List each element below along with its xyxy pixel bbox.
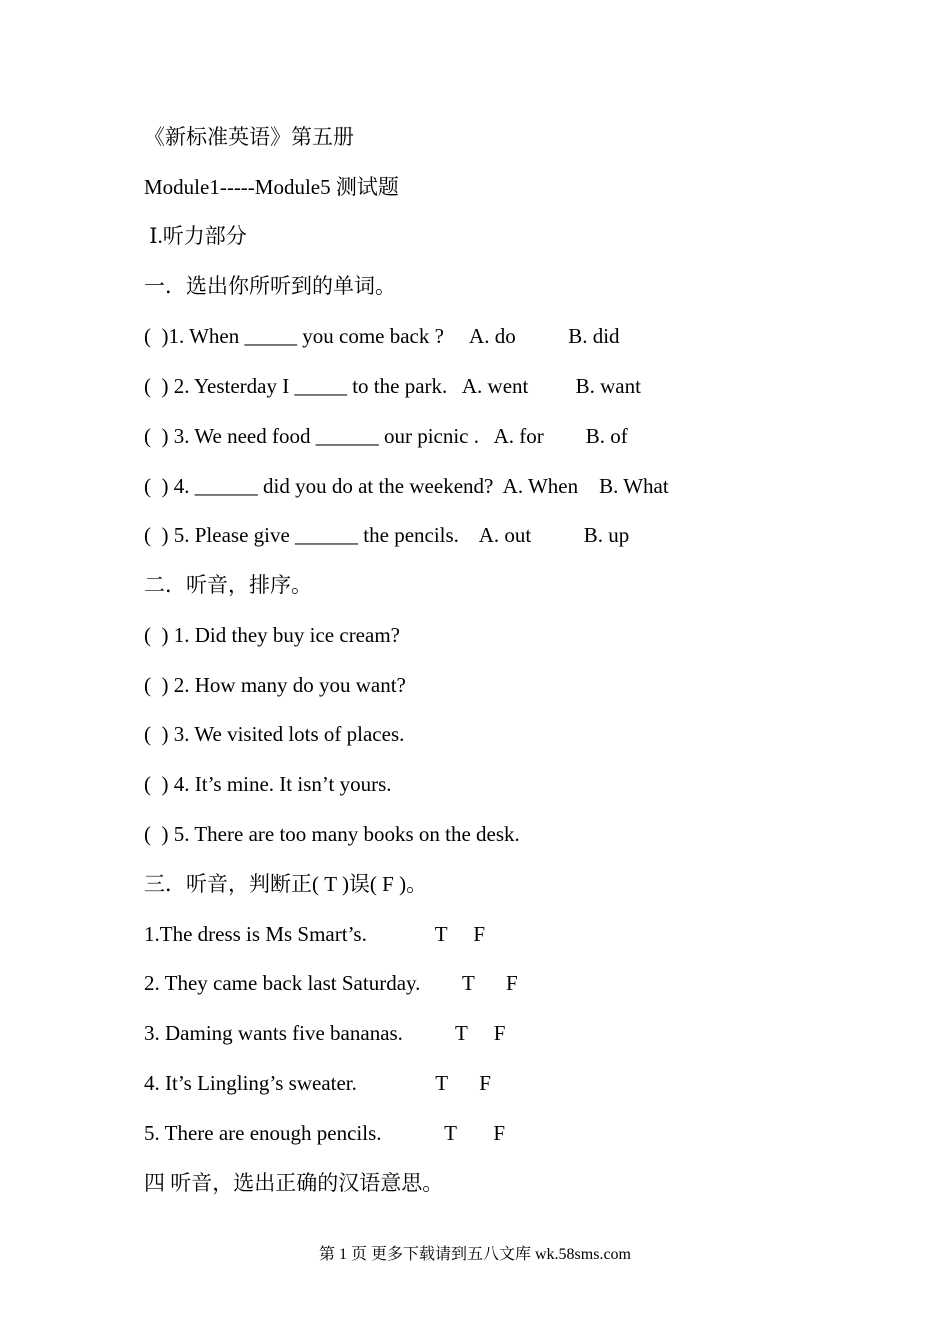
part-heading: Ⅰ.听力部分 [144, 224, 247, 248]
document-subtitle: Module1-----Module5 测试题 [144, 175, 399, 199]
section3-heading: 三．听音，判断正( T )误( F )。 [144, 872, 428, 896]
section2-item: ( ) 5. There are too many books on the desk. [144, 822, 520, 846]
section2-item: ( ) 4. It’s mine. It isn’t yours. [144, 772, 392, 796]
section4-heading: 四 听音，选出正确的汉语意思。 [144, 1171, 444, 1195]
section3-item: 2. They came back last Saturday. T F [144, 971, 518, 995]
section3-item: 5. There are enough pencils. T F [144, 1121, 506, 1145]
section3-item: 3. Daming wants five bananas. T F [144, 1021, 506, 1045]
page-footer: 第 1 页 更多下载请到五八文库 wk.58sms.com [318, 1246, 631, 1263]
section2-heading: 二．听音，排序。 [144, 573, 312, 597]
section3-item: 1.The dress is Ms Smart’s. T F [144, 922, 486, 946]
section1-item: ( ) 5. Please give ______ the pencils. A. out B. up [144, 523, 630, 547]
section1-item: ( ) 4. ______ did you do at the weekend? A. When B. What [144, 474, 669, 498]
section3-item: 4. It’s Lingling’s sweater. T F [144, 1071, 491, 1095]
document-title: 《新标准英语》第五册 [144, 125, 354, 149]
section1-heading: 一．选出你所听到的单词。 [144, 274, 396, 298]
section1-item: ( ) 2. Yesterday I _____ to the park. A. went B. want [144, 374, 641, 398]
section2-item: ( ) 2. How many do you want? [144, 673, 406, 697]
section2-item: ( ) 3. We visited lots of places. [144, 722, 405, 746]
section1-item: ( ) 3. We need food ______ our picnic . A. for B. of [144, 424, 628, 448]
section2-item: ( ) 1. Did they buy ice cream? [144, 623, 400, 647]
section1-item: ( )1. When _____ you come back ? A. do B. did [144, 324, 620, 348]
